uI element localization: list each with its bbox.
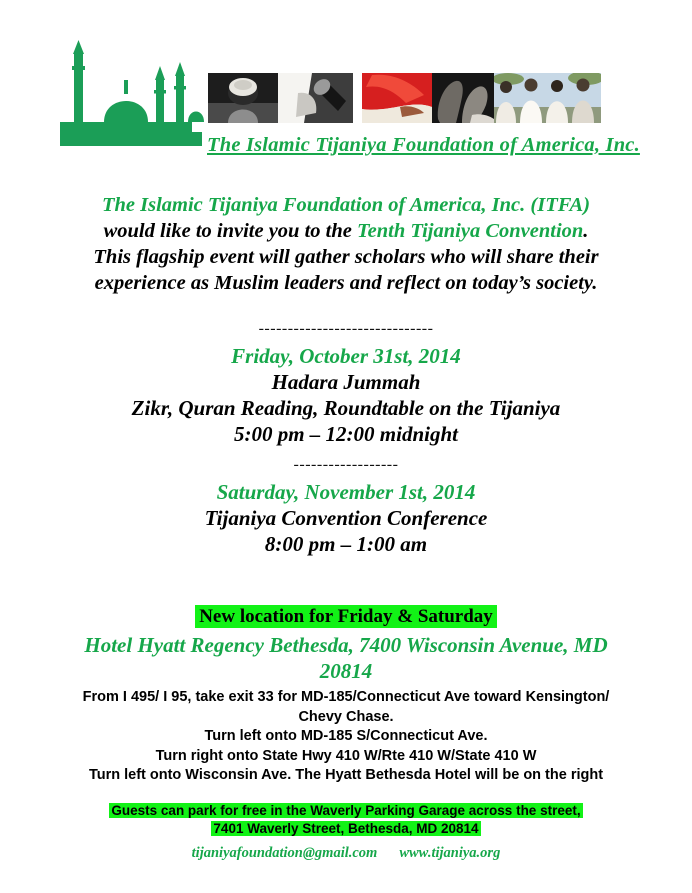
parking-line-2-wrap <box>0 820 692 838</box>
invitation-line-1: The Islamic Tijaniya Foundation of America, Inc. (ITFA) <box>101 194 591 216</box>
separator-rule-top: ------------------------------ <box>258 322 434 336</box>
organization-title: The Islamic Tijaniya Foundation of America, Inc. <box>207 134 640 156</box>
parking-line-1-wrap <box>0 802 692 820</box>
invitation-line-2-suffix: . <box>583 220 589 242</box>
parking-line-1: Guests can park for free in the Waverly Parking Garage across the street, <box>111 802 581 818</box>
schedule-saturday-item-1: Tijaniya Convention Conference <box>204 506 488 530</box>
parking-line-2: 7401 Waverly Street, Bethesda, MD 20814 <box>213 820 479 836</box>
direction-step-1: From I 495/ I 95, take exit 33 for MD-185/Connecticut Ave toward Kensington/ <box>82 689 610 705</box>
direction-step-4: Turn left onto Wisconsin Ave. The Hyatt Bethesda Hotel will be on the right <box>88 767 604 783</box>
direction-step-3: Turn right onto State Hwy 410 W/Rte 410 W/State 410 W <box>155 747 537 764</box>
schedule-friday-item-2: Zikr, Quran Reading, Roundtable on the Tijaniya <box>131 396 561 420</box>
invitation-line-2-prefix: would like to invite you to the <box>103 220 357 242</box>
hands-with-microphone-bw-photo <box>278 73 353 123</box>
man-in-kufi-bw-photo <box>208 73 278 123</box>
parking-info <box>0 802 692 838</box>
separator-rule-middle: ------------------ <box>293 458 399 472</box>
mosque-crescent-logo <box>52 36 212 146</box>
convention-name: Tenth Tijaniya Convention <box>356 220 584 242</box>
photo-strip <box>208 73 601 123</box>
invitation-paragraph <box>0 192 692 296</box>
hotel-address <box>0 632 692 684</box>
schedule-saturday-date: Saturday, November 1st, 2014 <box>216 480 476 504</box>
new-location-banner-text: New location for Friday & Saturday <box>195 605 497 628</box>
schedule-friday <box>0 343 692 447</box>
direction-step-1-cont: Chevy Chase. <box>298 708 394 725</box>
invitation-line-4: experience as Muslim leaders and reflect on today’s society. <box>94 272 598 294</box>
hotel-address-line-2: 20814 <box>319 659 373 683</box>
schedule-saturday-time: 8:00 pm – 1:00 am <box>264 532 428 556</box>
schedule-friday-date: Friday, October 31st, 2014 <box>231 344 461 368</box>
group-in-white-robes-photo <box>494 73 601 123</box>
hotel-address-line-1: Hotel Hyatt Regency Bethesda, 7400 Wisconsin Avenue, MD <box>84 633 608 657</box>
contact-footer <box>0 845 692 862</box>
driving-directions <box>0 688 692 786</box>
flyer-header <box>0 0 692 156</box>
red-robed-figure-photo <box>362 73 432 123</box>
invitation-line-3: This flagship event will gather scholars who will share their <box>93 246 599 268</box>
photo-strip-gap <box>353 73 362 123</box>
praying-hands-bw-photo <box>432 73 494 123</box>
schedule-saturday <box>0 479 692 557</box>
invitation-line-2 <box>34 218 658 244</box>
direction-step-2: Turn left onto MD-185 S/Connecticut Ave. <box>204 728 488 744</box>
schedule-friday-time: 5:00 pm – 12:00 midnight <box>233 422 459 446</box>
contact-email[interactable]: tijaniyafoundation@gmail.com <box>191 844 378 861</box>
new-location-banner <box>0 606 692 628</box>
schedule-friday-item-1: Hadara Jummah <box>271 370 421 394</box>
contact-website[interactable]: www.tijaniya.org <box>399 844 501 861</box>
